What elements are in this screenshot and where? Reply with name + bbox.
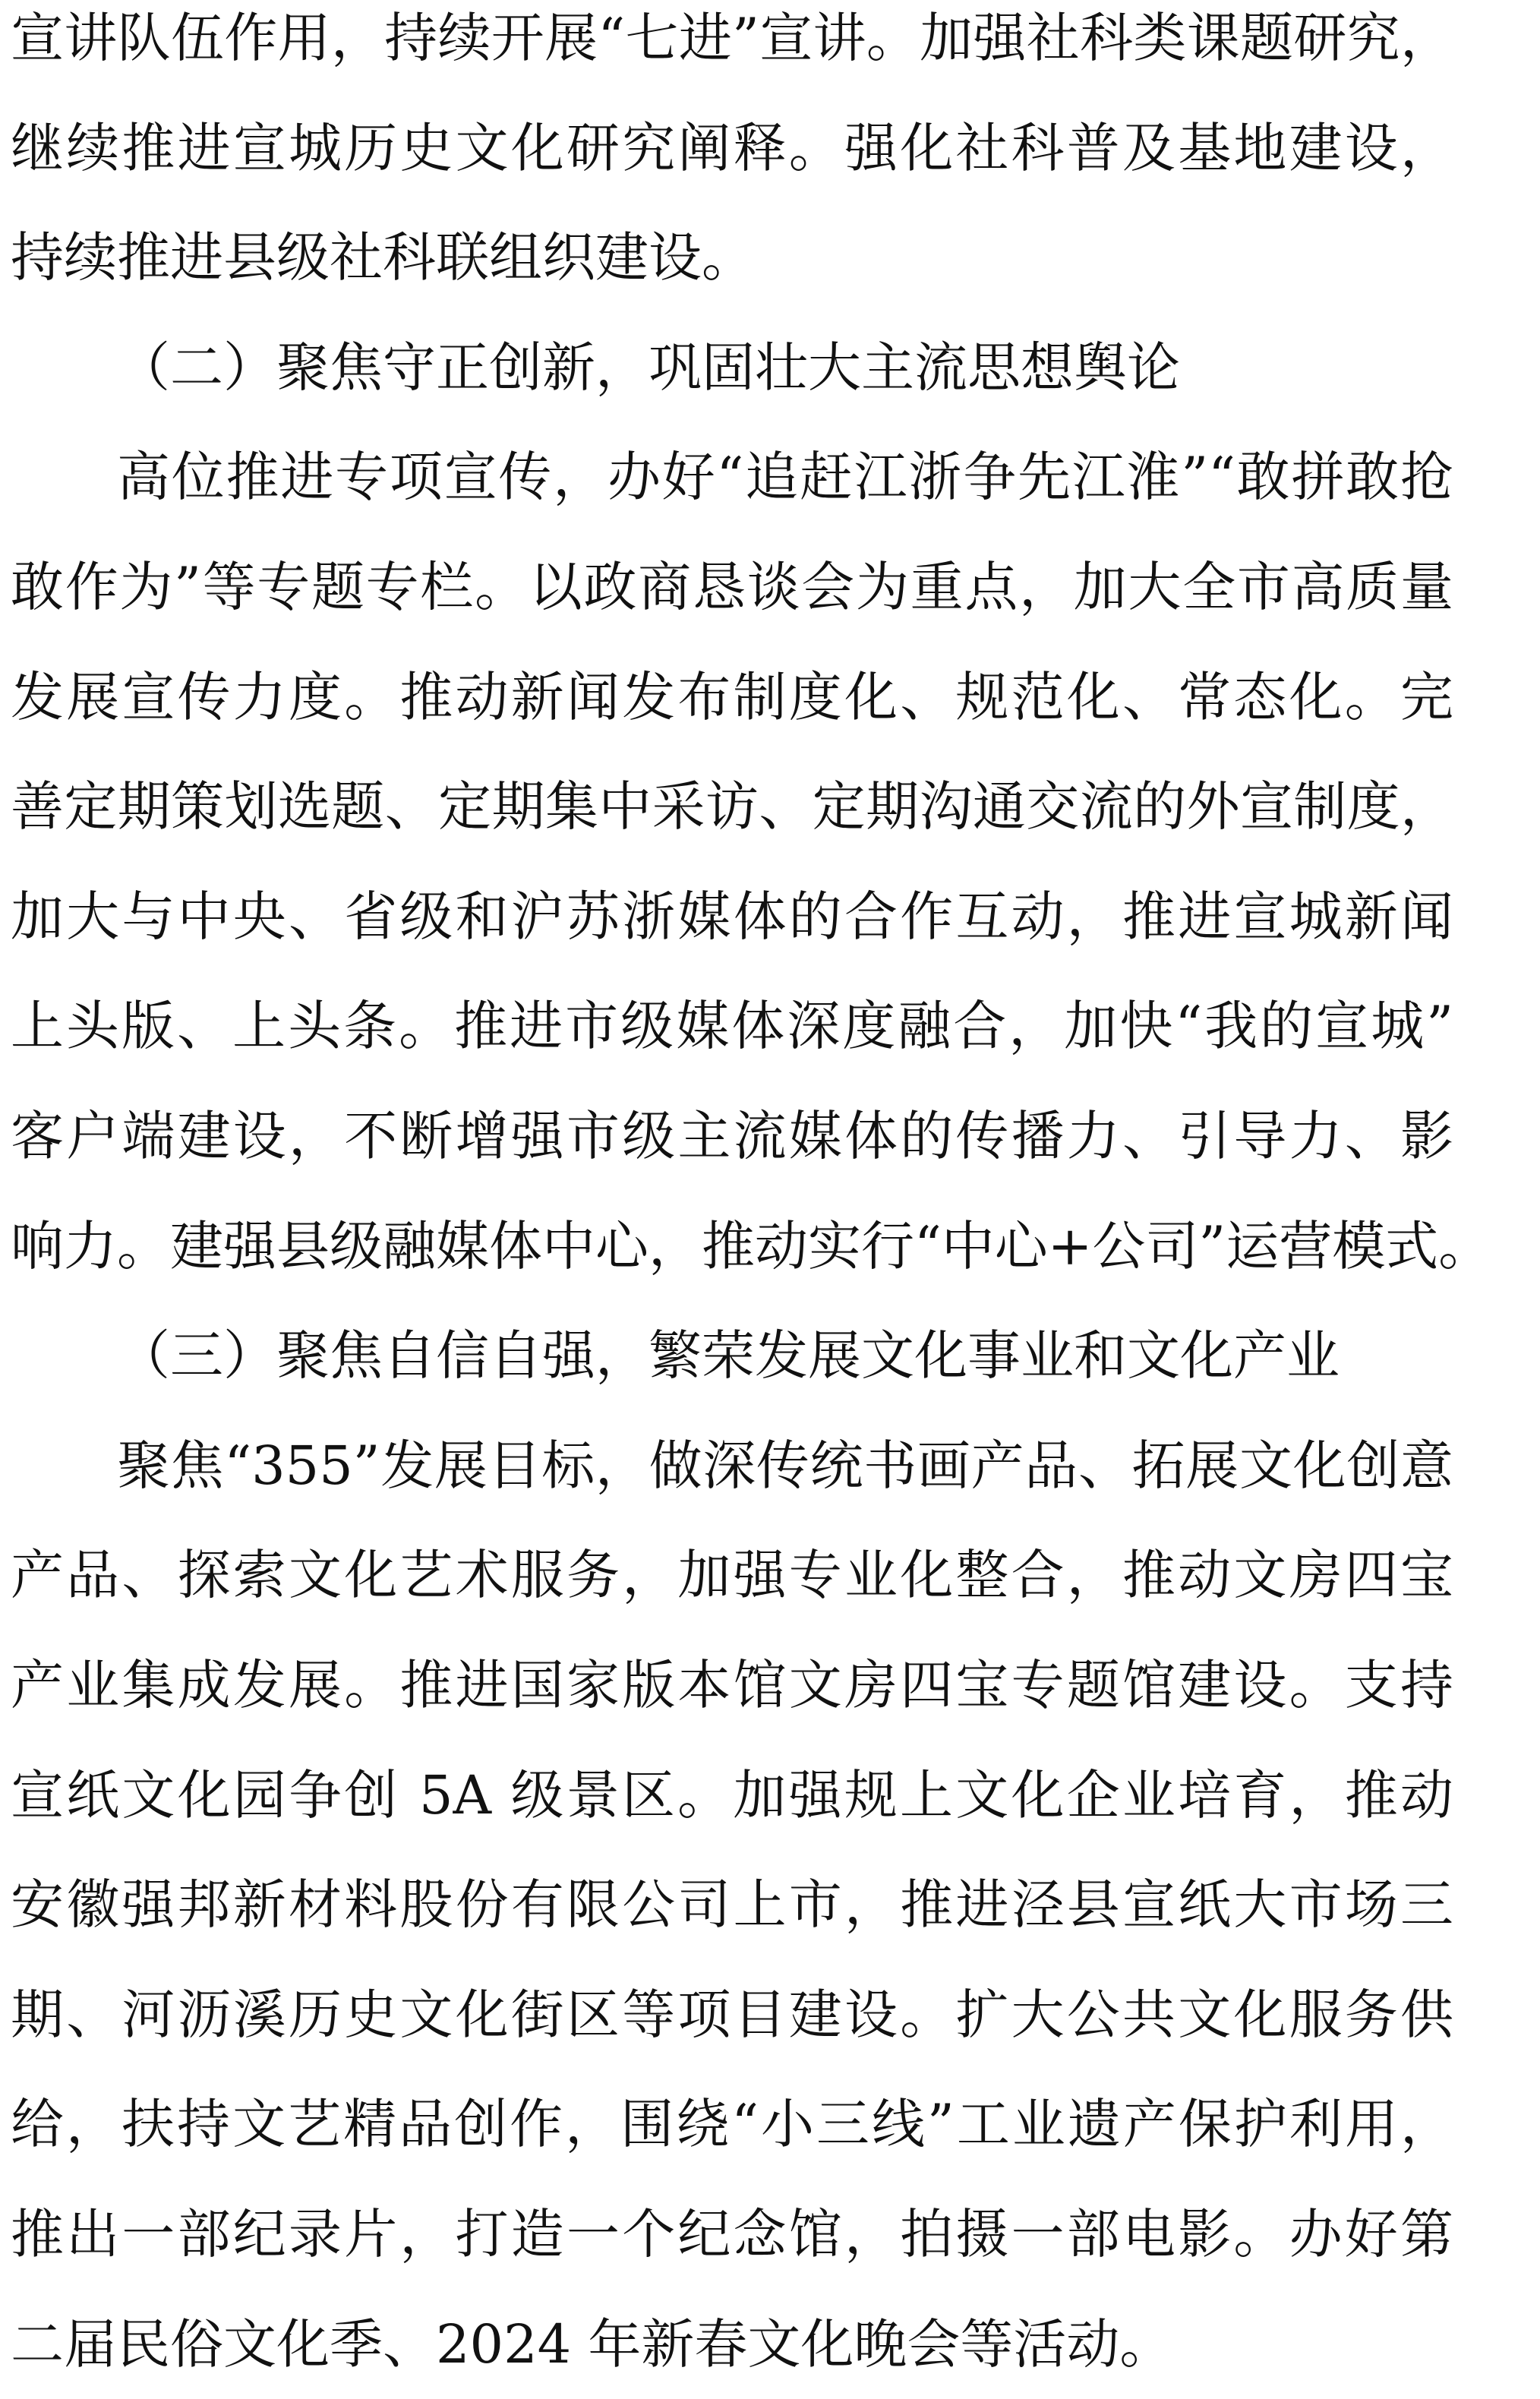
paragraph-line: 发展宣传力度。推动新闻发布制度化、规范化、常态化。完 [11, 665, 1453, 728]
paragraph-line: 产品、探索文化艺术服务，加强专业化整合，推动文房四宝 [11, 1544, 1453, 1607]
paragraph-line: 推出一部纪录片，打造一个纪念馆，拍摄一部电影。办好第 [11, 2203, 1453, 2265]
paragraph-line: 宣讲队伍作用，持续开展“七进”宣讲。加强社科类课题研究， [11, 7, 1453, 69]
paragraph-line: 给，扶持文艺精品创作，围绕“小三线”工业遗产保护利用， [11, 2093, 1453, 2156]
paragraph-line: 期、河沥溪历史文化街区等项目建设。扩大公共文化服务供 [11, 1983, 1453, 2046]
paragraph-line: 二届民俗文化季、2024 年新春文化晚会等活动。 [11, 2312, 1173, 2375]
paragraph-line: 加大与中央、省级和沪苏浙媒体的合作互动，推进宣城新闻 [11, 885, 1453, 948]
paragraph-line: 客户端建设，不断增强市级主流媒体的传播力、引导力、影 [11, 1105, 1453, 1167]
paragraph-line: 上头版、上头条。推进市级媒体深度融合，加快“我的宣城” [11, 995, 1453, 1058]
paragraph-line: 持续推进县级社科联组织建设。 [11, 226, 755, 289]
section-heading: （二）聚焦守正创新，巩固壮大主流思想舆论 [117, 336, 1180, 399]
paragraph-line: 安徽强邦新材料股份有限公司上市，推进泾县宣纸大市场三 [11, 1873, 1453, 1937]
paragraph-line: 敢作为”等专题专栏。以政商恳谈会为重点，加大全市高质量 [11, 556, 1453, 618]
paragraph-line: 高位推进专项宣传，办好“追赶江浙争先江淮”“敢拼敢抢 [117, 446, 1453, 509]
paragraph-line: 响力。建强县级融媒体中心，推动实行“中心+公司”运营模式。 [11, 1214, 1492, 1277]
paragraph-line: 善定期策划选题、定期集中采访、定期沟通交流的外宣制度， [11, 775, 1453, 838]
paragraph-line: 宣纸文化园争创 5A 级景区。加强规上文化企业培育，推动 [11, 1763, 1453, 1826]
paragraph-line: 聚焦“355”发展目标，做深传统书画产品、拓展文化创意 [117, 1434, 1453, 1497]
paragraph-line: 产业集成发展。推进国家版本馆文房四宝专题馆建设。支持 [11, 1654, 1453, 1716]
paragraph-line: 继续推进宣城历史文化研究阐释。强化社科普及基地建设， [11, 116, 1453, 179]
section-heading: （三）聚焦自信自强，繁荣发展文化事业和文化产业 [117, 1324, 1340, 1387]
